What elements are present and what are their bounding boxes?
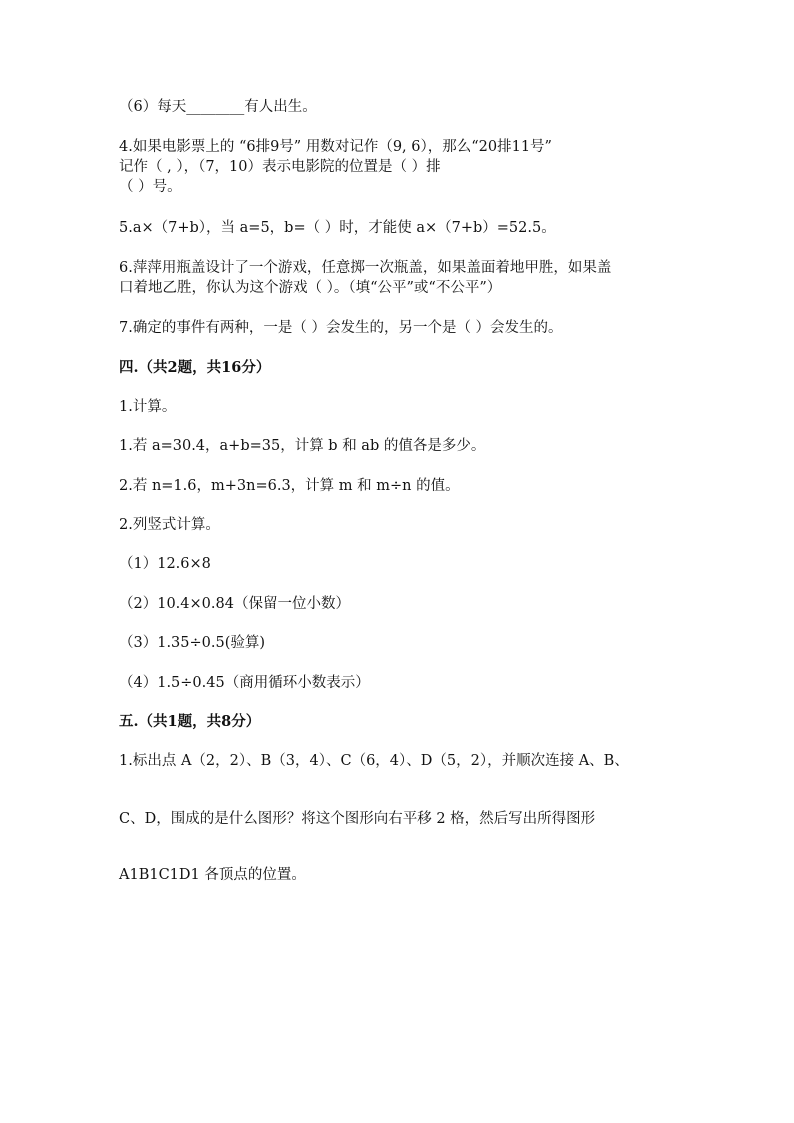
section-5-q1-line-1: 1.标出点 A（2，2）、B（3，4）、C（6，4）、D（5，2），并顺次连接 A、B、	[119, 753, 629, 769]
section-4-heading: 四.（共2题，共16分）	[119, 359, 271, 376]
section-4-q2-item4: （4）1.5÷0.45（商用循环小数表示）	[119, 675, 370, 691]
section-5-q1-line-3: A1B1C1D1 各顶点的位置。	[119, 867, 306, 883]
question-4-line-2: 记作（ , ），（7，10）表示电影院的位置是（ ）排	[119, 159, 441, 175]
section-4-q2-item3: （3）1.35÷0.5(验算)	[119, 635, 266, 651]
question-5-line: 5.a×（7+b），当 a=5，b=（ ）时，才能使 a×（7+b）=52.5。	[119, 220, 556, 236]
section-5-q1-line-2: C、D，围成的是什么图形？将这个图形向右平移 2 格，然后写出所得图形	[119, 811, 596, 827]
question-7-line: 7.确定的事件有两种，一是（ ）会发生的，另一个是（ ）会发生的。	[119, 320, 563, 336]
section-4-q1-part1: 1.若 a=30.4，a+b=35，计算 b 和 ab 的值各是多少。	[119, 438, 486, 454]
question-6-line-2: 口着地乙胜，你认为这个游戏（ ）。（填“公平”或“不公平”）	[119, 280, 502, 296]
section-5-heading: 五.（共1题，共8分）	[119, 713, 261, 730]
section-4-q1-part2: 2.若 n=1.6，m+3n=6.3，计算 m 和 m÷n 的值。	[119, 478, 460, 494]
question-4-line-1: 4.如果电影票上的 “6排9号” 用数对记作（9, 6），那么“20排11号”	[119, 139, 552, 155]
section-4-q2-item1: （1）12.6×8	[119, 556, 211, 572]
section-4-q1-title: 1.计算。	[119, 399, 177, 415]
question-3-6-line: （6）每天________有人出生。	[119, 99, 317, 115]
section-4-q2-title: 2.列竖式计算。	[119, 517, 220, 533]
question-4-line-3: （ ）号。	[119, 179, 182, 195]
question-6-line-1: 6.萍萍用瓶盖设计了一个游戏，任意掷一次瓶盖，如果盖面着地甲胜，如果盖	[119, 260, 612, 276]
section-4-q2-item2: （2）10.4×0.84（保留一位小数）	[119, 596, 350, 612]
